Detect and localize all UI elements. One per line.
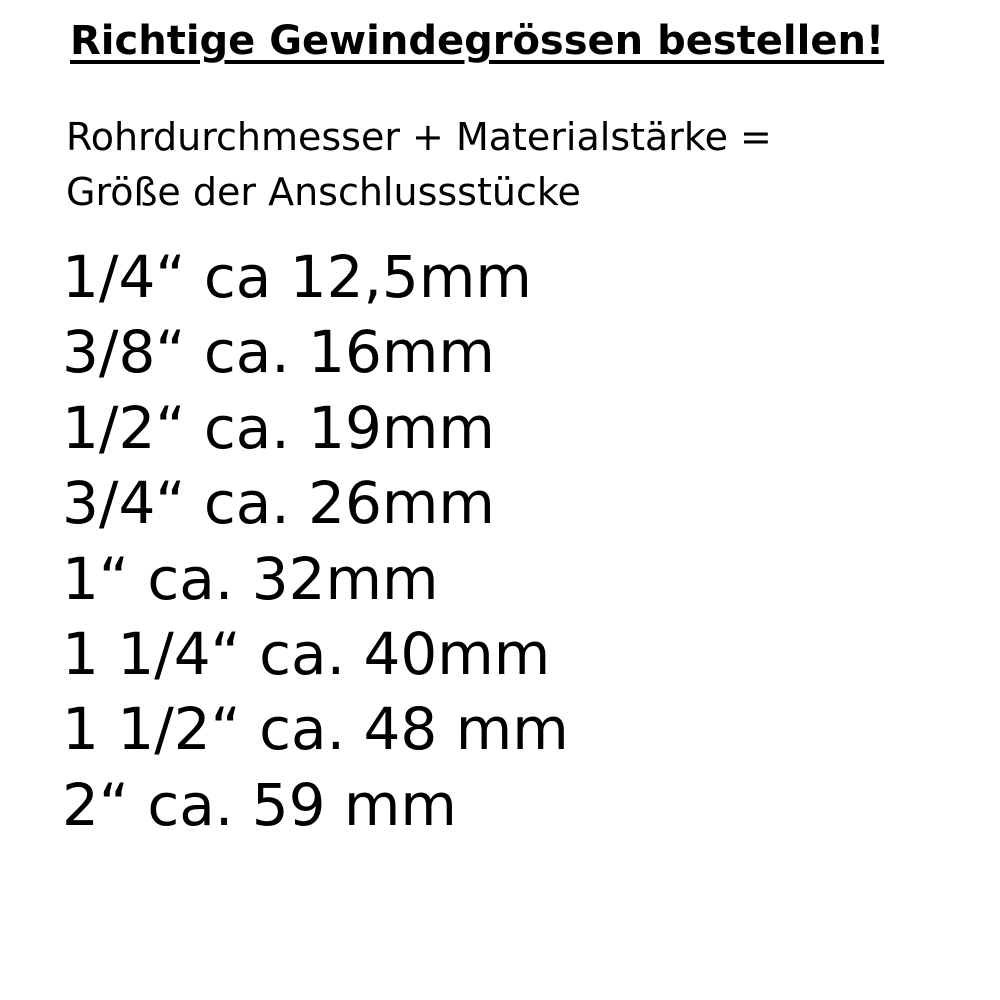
- formula-line-2: Größe der Anschlussstücke: [66, 170, 581, 215]
- list-item: 1/4“ ca 12,5mm: [62, 243, 532, 311]
- list-item: 3/4“ ca. 26mm: [62, 469, 495, 538]
- formula-line-1: Rohrdurchmesser + Materialstärke =: [66, 115, 772, 159]
- list-item: 1/2“ ca. 19mm: [62, 393, 495, 462]
- list-item: 1 1/4“ ca. 40mm: [62, 619, 551, 688]
- size-list: [62, 240, 569, 843]
- list-item: 1 1/2“ ca. 48 mm: [62, 695, 569, 764]
- page-title: Richtige Gewindegrössen bestellen!: [70, 18, 885, 64]
- formula-block: [66, 110, 966, 220]
- list-item: 3/8“ ca. 16mm: [62, 318, 495, 387]
- list-item: 2“ ca. 59 mm: [62, 770, 457, 839]
- list-item: 1“ ca. 32mm: [62, 544, 439, 613]
